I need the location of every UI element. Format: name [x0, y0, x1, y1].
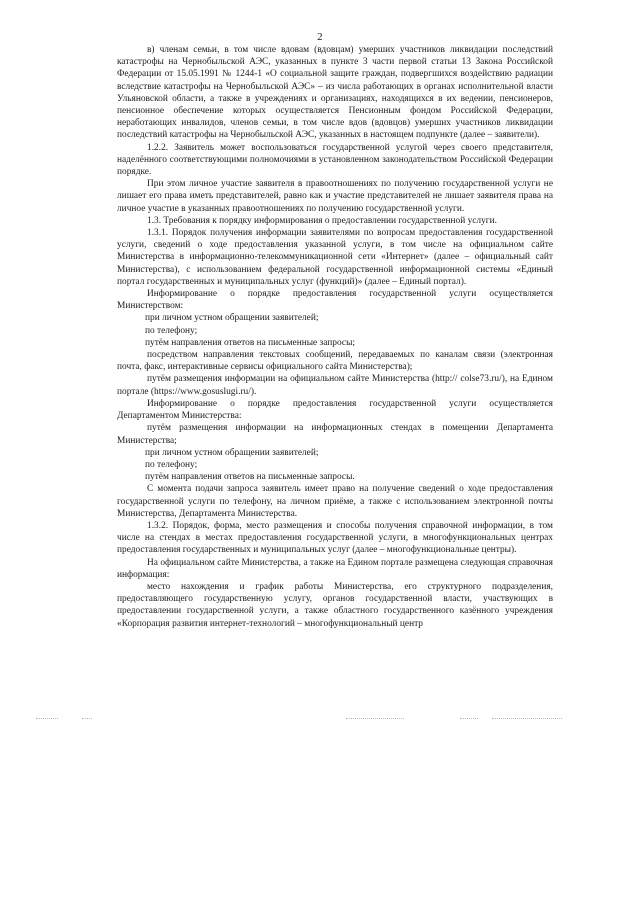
- list-item-written: путём направления ответов на письменные запросы;: [145, 337, 355, 348]
- list-item-stands: путём размещения информации на информационных стендах в помещении Департамента Министерства;: [117, 423, 553, 446]
- page-number: 2: [317, 31, 323, 43]
- paragraph-1-c: в) членам семьи, в том числе вдовам (вдовцам) умерших участников ликвидации последствий катастрофы на Чернобыльской АЭС, указанных в пункте 3 части первой статьи 13 Закона Российской Федерации от 15.05.1991 № 1244-1 «О социальной защите граждан, подвергшихся воздействию радиации вследствие катастрофы на Чернобыльской АЭС» – из числа работающих в органах исполнительной власти Ульяновской области, а также в учреждениях и организациях, находящихся в их ведении, пенсионеров, пенсионное обеспечение которых осуществляется Пенсионным фондом Российской Федерации, неработающих инвалидов, членов семьи, в том числе вдов (вдовцов) умерших участников ликвидации последствий катастрофы на Чернобыльской АЭС, указанных в настоящем подпункте (далее – заявители).: [117, 45, 553, 141]
- list-item-messages: посредством направления текстовых сообщений, передаваемых по каналам связи (электронная почта, факс, интерактивные сервисы официального сайта Министерства);: [117, 350, 553, 373]
- paragraph-1-2-2: 1.2.2. Заявитель может воспользоваться государственной услугой через своего представителя, наделённого соответствующими полномочиями в установленном законодательством Российской Федерации порядке.: [117, 142, 553, 178]
- list-item-dept-written: путём направления ответов на письменные запросы.: [145, 472, 355, 483]
- list-item-phone: по телефону;: [145, 325, 198, 336]
- list-item-in-person: при личном устном обращении заявителей;: [145, 313, 319, 324]
- list-item-dept-in-person: при личном устном обращении заявителей;: [145, 447, 319, 458]
- paragraph-status-info: С момента подачи запроса заявитель имеет право на получение сведений о ходе предоставления государственной услуги по телефону, на личном приёме, а также с использованием электронной почты Министерства, Департамента Министерства.: [117, 484, 553, 519]
- paragraph-1-3-1: 1.3.1. Порядок получения информации заявителями по вопросам предоставления государственной услуги, сведений о ходе предоставления указанной услуги, в том числе на официальном сайте Министерства в информационно-телекоммуникационной сети «Интернет» (далее – официальный сайт Министерства), с использованием федеральной государственной информационной системы «Единый портал государственных и муниципальных услуг (функций)» (далее – Единый портал).: [117, 228, 553, 287]
- list-item-website: путём размещения информации на официальном сайте Министерства (http:// colse73.ru/), на Едином портале (https://www.gosuslugi.ru/).: [117, 374, 553, 397]
- paragraph-reference-info: На официальном сайте Министерства, а также на Едином портале размещена следующая справочная информация:: [117, 557, 553, 580]
- paragraph-department-informing: Информирование о порядке предоставления государственной услуги осуществляется Департаментом Министерства:: [117, 398, 553, 422]
- document-body: [117, 44, 553, 630]
- section-1-3-heading: 1.3. Требования к порядку информирования о предоставлении государственной услуги.: [147, 215, 497, 226]
- paragraph-1-3-2: 1.3.2. Порядок, форма, место размещения и способы получения справочной информации, в том числе на стендах в местах предоставления государственной услуги, в многофункциональных центрах предоставления государственных и муниципальных услуг (далее – многофункциональные центры).: [117, 520, 553, 556]
- paragraph-ministry-informing: Информирование о порядке предоставления государственной услуги осуществляется Министерством:: [117, 289, 553, 312]
- list-item-dept-phone: по телефону;: [145, 459, 198, 470]
- paragraph-location-schedule: место нахождения и график работы Министерства, его структурного подразделения, предоставляющего государственную услугу, органов государственной власти, участвующих в предоставлении государственной услуги, а также областного государственного казённого учреждения «Корпорация развития интернет-технологий – многофункциональный центр: [117, 581, 553, 629]
- scan-artifact-line: [0, 718, 640, 726]
- paragraph-representation: При этом личное участие заявителя в правоотношениях по получению государственной услуги не лишает его права иметь представителей, равно как и участие представителей не лишает заявителя права на личное участие в указанных правоотношениях по получению государственной услуги.: [117, 179, 553, 214]
